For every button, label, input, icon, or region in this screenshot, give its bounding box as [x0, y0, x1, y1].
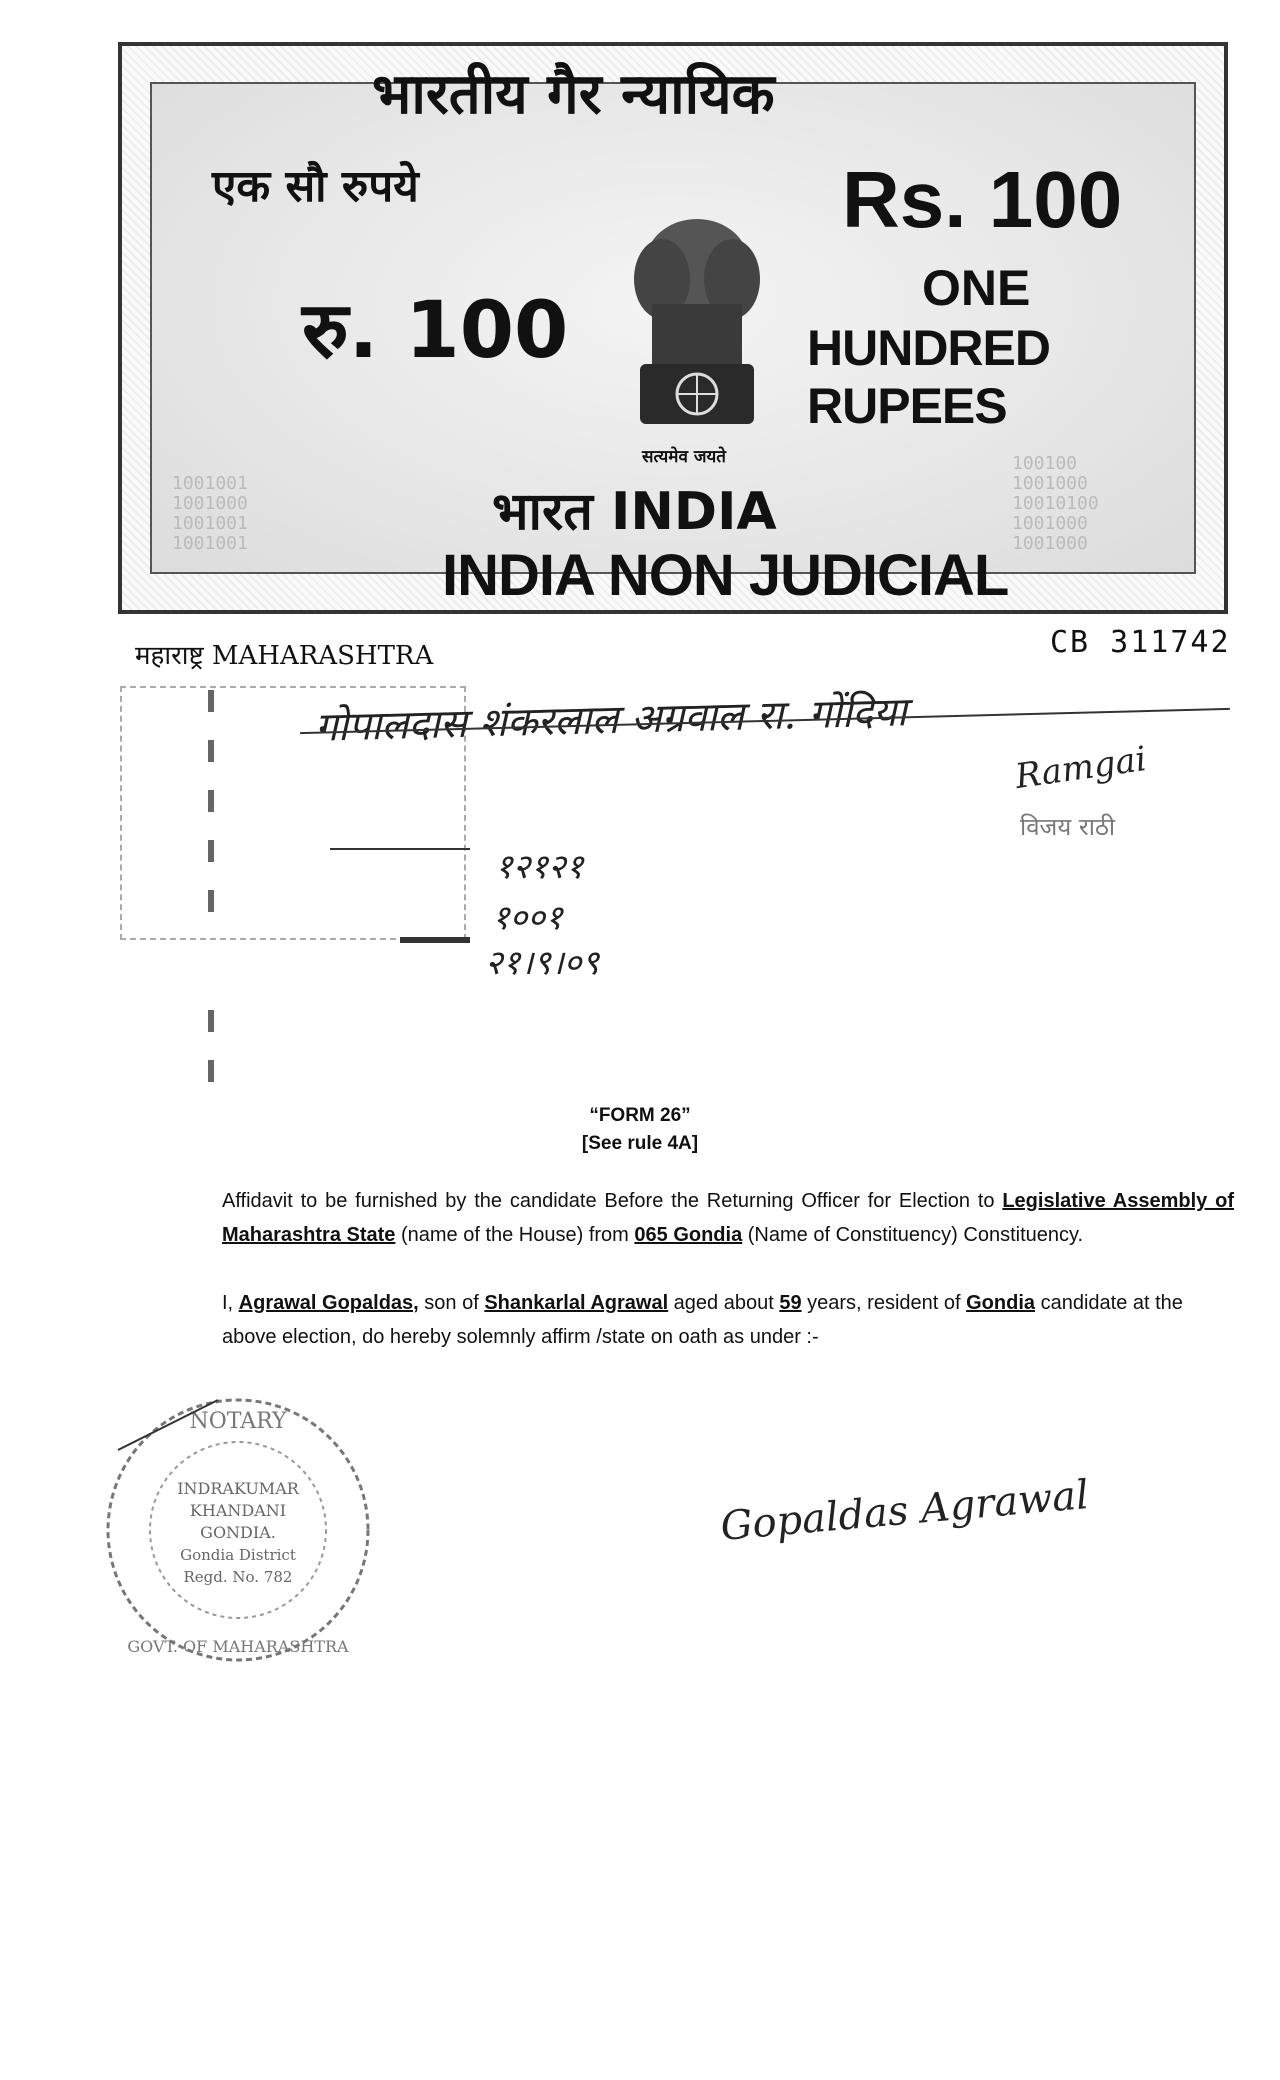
stamp-watermark-right: 100100 1001000 10010100 1001000 1001000 — [1012, 453, 1099, 554]
candidate-age: 59 — [779, 1292, 802, 1314]
text: years, resident of — [801, 1292, 967, 1314]
notary-line3: GONDIA. — [200, 1523, 276, 1542]
stamp-type: INDIA NON JUDICIAL — [442, 543, 1009, 608]
handwritten-serial-number: १००१ — [492, 898, 563, 938]
underline — [330, 848, 470, 850]
notary-line1: INDRAKUMAR — [177, 1479, 299, 1498]
text: I, — [222, 1292, 239, 1314]
notary-line2: KHANDANI — [189, 1501, 287, 1520]
state-label: महाराष्ट्र MAHARASHTRA — [135, 641, 434, 671]
affidavit-paragraph-2 — [222, 1286, 1234, 1354]
form-title: “FORM 26” — [589, 1105, 691, 1126]
stamp-motto: सत्यमेव जयते — [642, 447, 726, 467]
stamp-serial-number: CB 311742 — [1050, 625, 1231, 660]
stamp-watermark-left: 1001001 1001000 1001001 1001001 — [172, 473, 248, 554]
stamp-amount-hindi-words: एक सौ रुपये — [212, 161, 419, 212]
constituency-name: 065 Gondia — [634, 1224, 743, 1246]
stamp-amount-words-line2: HUNDRED RUPEES — [807, 320, 1050, 434]
notary-seal — [98, 1390, 378, 1670]
text: (name of the House) from — [395, 1224, 635, 1246]
vendor-stamp-label: विजय राठी — [1020, 813, 1116, 841]
ashoka-emblem-icon — [622, 209, 772, 449]
stamp-paper — [118, 42, 1228, 614]
candidate-signature: Gopaldas Agrawal — [718, 1471, 1091, 1551]
handwritten-register-number: १२१२१ — [495, 847, 584, 887]
form-heading — [0, 1102, 1280, 1158]
notary-line5: Regd. No. 782 — [183, 1568, 293, 1586]
form-rule: [See rule 4A] — [581, 1133, 699, 1154]
stamp-amount-words-line1: ONE — [922, 260, 1031, 316]
underline — [400, 937, 470, 943]
vendor-signature: Ramgai — [1012, 739, 1149, 797]
stamp-title-hindi: भारतीय गैर न्यायिक — [372, 62, 775, 127]
handwritten-purchaser-name: गोपालदास शंकरलाल अग्रवाल रा. गोंदिया — [314, 689, 908, 751]
text: candidate at the above election, do hereby solemnly affirm /state on oath as under :- — [222, 1292, 1183, 1348]
house-name: Legislative Assembly of Maharashtra State — [222, 1190, 1234, 1246]
father-name: Shankarlal Agrawal — [484, 1292, 669, 1314]
text: son of — [418, 1292, 485, 1314]
notary-bottom: GOVT. OF MAHARASHTRA — [127, 1637, 349, 1656]
notary-line4: Gondia District — [180, 1546, 296, 1564]
text: Affidavit to be furnished by the candidate Before the Returning Officer for Election to — [222, 1190, 1003, 1212]
residence-place: Gondia — [966, 1292, 1036, 1314]
candidate-name: Agrawal Gopaldas, — [238, 1292, 419, 1314]
affidavit-paragraph-1 — [222, 1184, 1234, 1252]
notary-top: NOTARY — [189, 1409, 287, 1434]
text: (Name of Constituency) Constituency. — [742, 1224, 1084, 1246]
text: aged about — [668, 1292, 780, 1314]
punch-mark — [208, 1010, 214, 1032]
handwritten-date: २१।९।०९ — [485, 943, 600, 983]
stamp-inner-panel — [150, 62, 1196, 608]
punch-mark — [208, 1060, 214, 1082]
stamp-amount-rs: Rs. 100 — [842, 155, 1123, 244]
stamp-amount-hindi-numeric: रु. 100 — [302, 286, 569, 376]
stamp-country: भारत INDIA — [492, 482, 777, 542]
